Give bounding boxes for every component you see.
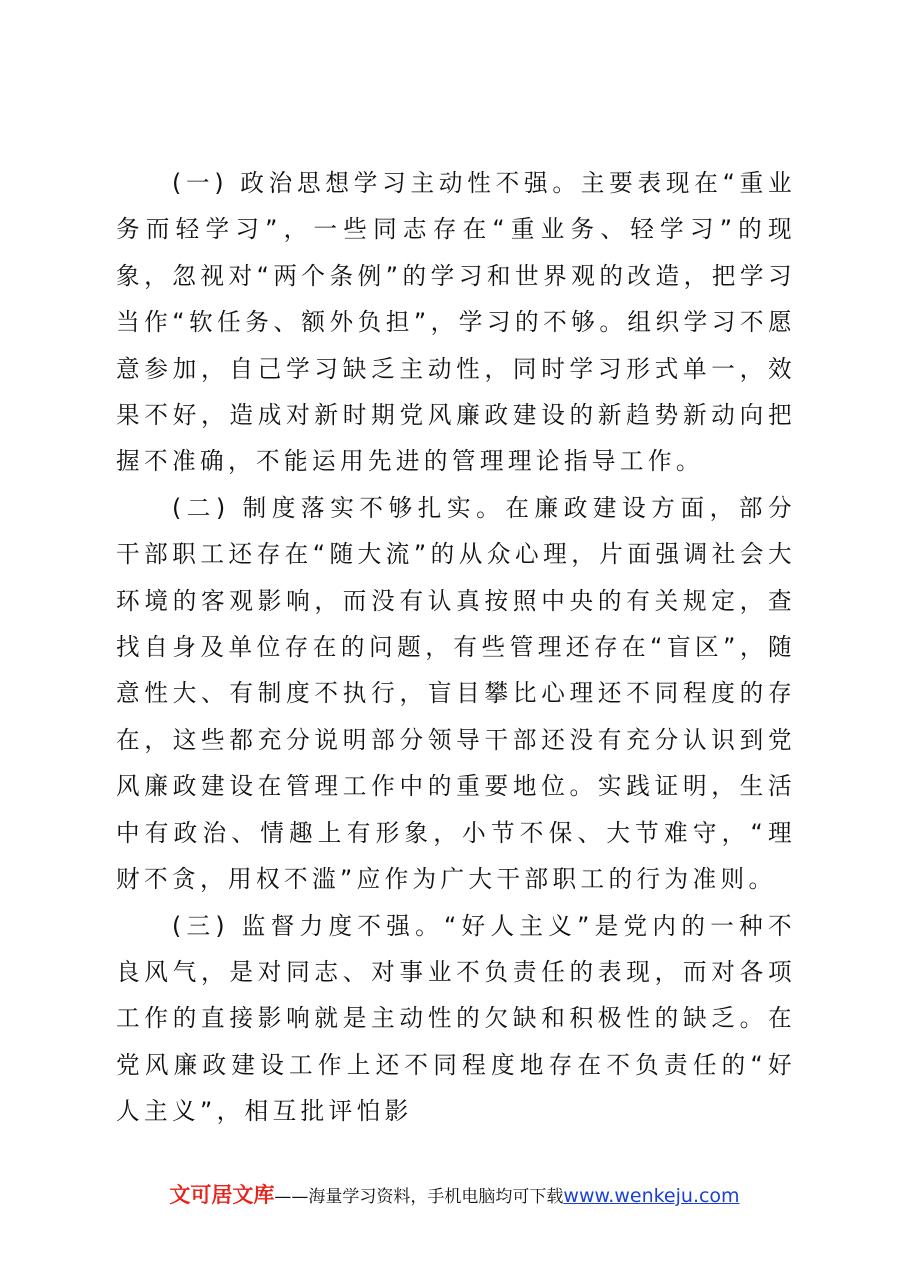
footer-banner: [0, 1180, 909, 1212]
paragraph-supervision: (三) 监督力度不强。“好人主义”是党内的一种不良风气，是对同志、对事业不负责任的表现，而对各项工作的直接影响就是主动性的欠缺和积极性的缺乏。在党风廉政建设工作上还不同程度地存在不负责任的“好人主义”，相互批评怕影: [116, 911, 796, 1126]
document-body: [116, 160, 796, 1135]
footer-brand: 文可居文库: [169, 1183, 275, 1207]
paragraph-system-implementation: (二) 制度落实不够扎实。在廉政建设方面，部分干部职工还存在“随大流”的从众心理，片面强调社会大环境的客观影响，而没有认真按照中央的有关规定，查找自身及单位存在的问题，有些管理还存在“盲区”，随意性大、有制度不执行，盲目攀比心理还不同程度的存在，这些都充分说明部分领导干部还没有充分认识到党风廉政建设在管理工作中的重要地位。实践证明，生活中有政治、情趣上有形象，小节不保、大节难守，“理财不贪，用权不滥”应作为广大干部职工的行为准则。: [116, 493, 796, 894]
footer-tagline: ——海量学习资料，手机电脑均可下载: [274, 1187, 564, 1207]
footer-site-link[interactable]: www.wenkeju.com: [563, 1185, 740, 1207]
paragraph-political-study: (一) 政治思想学习主动性不强。主要表现在“重业务而轻学习”，一些同志存在“重业务、轻学习”的现象，忽视对“两个条例”的学习和世界观的改造，把学习当作“软任务、额外负担”，学习的不够。组织学习不愿意参加，自己学习缺乏主动性，同时学习形式单一，效果不好，造成对新时期党风廉政建设的新趋势新动向把握不准确，不能运用先进的管理理论指导工作。: [116, 169, 796, 476]
